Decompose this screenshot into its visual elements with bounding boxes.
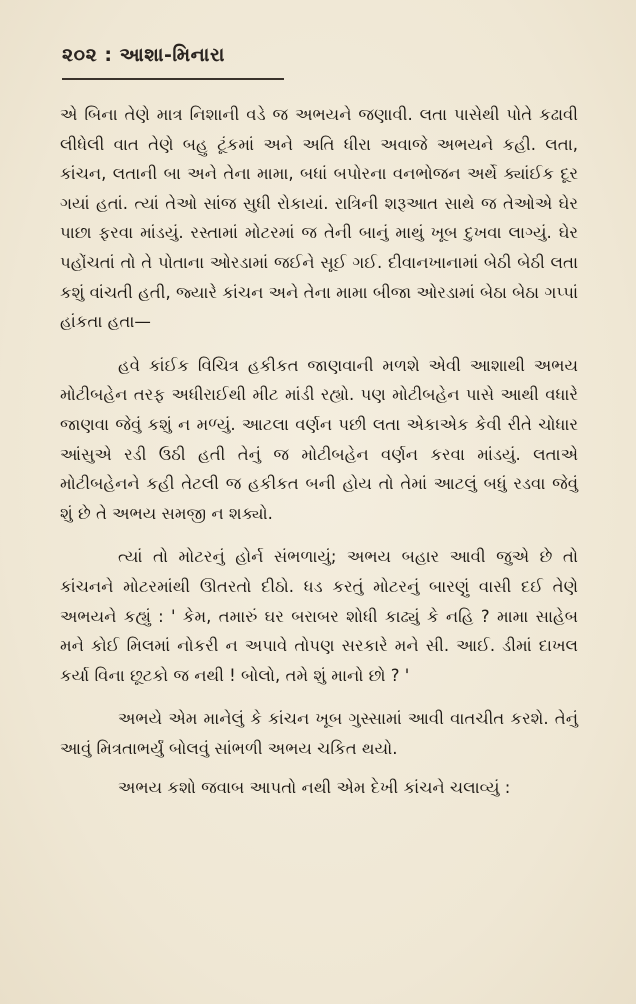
paragraph-4: અભયે એમ માનેલું કે કાંચન ખૂબ ગુસ્સામાં આવી વાતચીત કરશે. તેનું આવું મિત્રતાભર્યું બોલવું સાંભળી અભય ચકિત થયો. xyxy=(60,709,578,758)
paragraph-1: એ બિના તેણે માત્ર નિશાની વડે જ અભયને જણાવી. લતા પાસેથી પોતે કઢાવી લીધેલી વાત તેણે બહુ ટૂંકમાં અને અતિ ધીરા અવાજે અભયને કહી. લતા, કાંચન, લતાની બા અને તેના મામા, બધાં બપોરના વનભોજન અર્થે ક્યાંઈક દૂર ગયાં હતાં. ત્યાં તેઓ સાંજ સુધી રોકાયાં. રાત્રિની શરૂઆત સાથે જ તેઓએ ઘેર પાછા ફરવા માંડયું. રસ્તામાં મોટરમાં જ તેની બાનું માથું ખૂબ દુખવા લાગ્યું. ઘેર પહોંચતાં તો તે પોતાના ઓરડામાં જઈને સૂઈ ગઈ. દીવાનખાનામાં બેઠી બેઠી લતા કશું વાંચતી હતી, જ્યારે કાંચન અને તેના મામા બીજા ઓરડામાં બેઠા બેઠા ગપ્પાં હાંકતા હતા— xyxy=(60,105,578,332)
paragraph-2: હવે કાંઈક વિચિત્ર હકીકત જાણવાની મળશે એવી આશાથી અભય મોટીબહેન તરફ અધીરાઈથી મીટ માંડી રહ્યો. પણ મોટીબહેન પાસે આથી વધારે જાણવા જેવું કશું ન મળ્યું. આટલા વર્ણન પછી લતા એકાએક કેવી રીતે ચોધાર આંસુએ રડી ઉઠી હતી તેનું જ મોટીબહેન વર્ણન કરવા માંડયું. લતાએ મોટીબહેનને કહી તેટલી જ હકીકત બની હોય તો તેમાં આટલું બધું રડવા જેવું શું છે તે અભય સમજી ન શક્યો. xyxy=(60,355,578,523)
header-underline xyxy=(62,78,284,80)
page-body xyxy=(60,100,578,803)
page-header: ૨૦૨ : આશા-મિનારા xyxy=(62,44,225,66)
paragraph-5: અભય કશો જવાબ આપતો નથી એમ દેખી કાંચને ચલાવ્યું : xyxy=(118,778,511,798)
paragraph-3: ત્યાં તો મોટરનું હોર્ન સંભળાયું; અભય બહાર આવી જુએ છે તો કાંચનને મોટરમાંથી ઊતરતો દીઠો. ધડ કરતું મોટરનું બારણું વાસી દઈ તેણે અભયને કહ્યું : ' કેમ, તમારું ઘર બરાબર શોધી કાઢ્યું કે નહિ ? મામા સાહેબ મને કોઈ મિલમાં નોકરી ન અપાવે તોપણ સરકારે મને સી. આઈ. ડીમાં દાખલ કર્યા વિના છૂટકો જ નથી ! બોલો, તમે શું માનો છો ? ' xyxy=(60,547,578,685)
